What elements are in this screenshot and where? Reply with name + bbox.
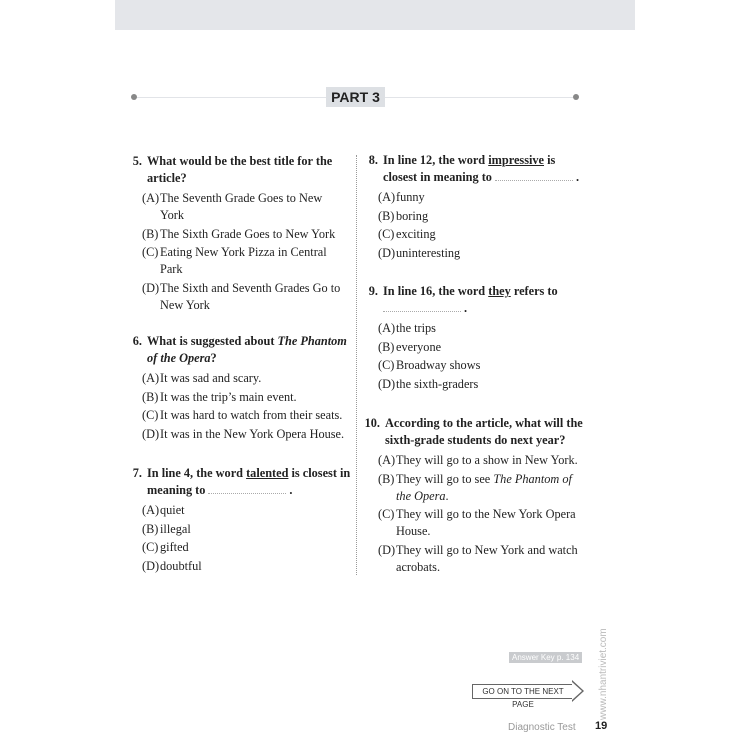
option-letter: (C) bbox=[142, 245, 159, 259]
option-letter: (D) bbox=[142, 426, 160, 441]
option[interactable] bbox=[142, 426, 350, 443]
question-number: 10. bbox=[364, 416, 380, 430]
option-text: Broadway shows bbox=[396, 358, 481, 372]
option[interactable] bbox=[142, 502, 353, 519]
option-letter: (D) bbox=[378, 542, 396, 557]
option-text: It was the trip’s main event. bbox=[160, 389, 297, 404]
option[interactable] bbox=[142, 226, 343, 243]
next-page-button[interactable]: GO ON TO THE NEXT PAGE bbox=[472, 684, 573, 699]
option[interactable] bbox=[378, 357, 589, 374]
option-letter: (C) bbox=[142, 408, 159, 422]
rule-left bbox=[137, 97, 326, 98]
website-watermark: www.nhantriviet.com bbox=[598, 628, 609, 720]
option[interactable] bbox=[142, 244, 343, 278]
option[interactable] bbox=[378, 452, 589, 469]
target-word: talented bbox=[246, 466, 289, 480]
question-number: 7. bbox=[132, 466, 142, 480]
title-italic: The Phantom of the Opera bbox=[396, 471, 572, 503]
answer-key-label: Answer Key p. 134 bbox=[509, 652, 582, 663]
question-text-part: In line 16, the word bbox=[383, 284, 489, 298]
option[interactable] bbox=[378, 189, 589, 206]
option-text: The Seventh Grade Goes to New York bbox=[160, 191, 323, 222]
option-text: The Sixth Grade Goes to New York bbox=[160, 226, 336, 241]
option[interactable] bbox=[142, 558, 353, 575]
question-text: According to the article, what will the sixth-grade students do next year? bbox=[385, 416, 583, 447]
rule-dot-right bbox=[573, 94, 579, 100]
option-text: gifted bbox=[160, 540, 189, 554]
option-text bbox=[396, 471, 589, 505]
question-text-part: is closest in meaning to bbox=[147, 466, 351, 497]
option-letter: (A) bbox=[142, 503, 160, 517]
option-letter: (B) bbox=[378, 471, 395, 486]
option-letter: (C) bbox=[142, 540, 159, 554]
option-text: The Sixth and Seventh Grades Go to New York bbox=[160, 280, 341, 312]
title-italic: The Phantom of the Opera bbox=[147, 334, 347, 365]
option-text: It was in the New York Opera House. bbox=[160, 426, 345, 441]
question-number: 8. bbox=[368, 153, 378, 167]
top-band bbox=[115, 0, 635, 30]
option[interactable] bbox=[142, 280, 343, 314]
column-divider bbox=[356, 155, 358, 575]
rule-right bbox=[385, 97, 573, 98]
option[interactable] bbox=[378, 506, 589, 540]
option[interactable] bbox=[142, 389, 350, 406]
question-text-part: In line 4, the word bbox=[147, 466, 247, 480]
option-text: everyone bbox=[396, 339, 442, 354]
question-text-part: is closest in meaning to bbox=[383, 153, 556, 184]
question-text-part: What is suggested about bbox=[147, 334, 278, 348]
option-text: the trips bbox=[396, 321, 436, 335]
page-number: 19 bbox=[595, 720, 608, 732]
option-letter: (B) bbox=[142, 521, 159, 536]
option-text: They will go to New York and watch acrobats. bbox=[396, 542, 578, 574]
answer-blank bbox=[383, 311, 461, 312]
option[interactable] bbox=[378, 542, 589, 576]
option-letter: (B) bbox=[142, 389, 159, 404]
option-letter: (C) bbox=[378, 227, 395, 241]
option-text: It was hard to watch from their seats. bbox=[160, 408, 343, 422]
option-letter: (A) bbox=[378, 321, 396, 335]
target-word: they bbox=[488, 284, 511, 298]
option-letter: (A) bbox=[378, 190, 396, 204]
question-6 bbox=[128, 333, 350, 444]
option[interactable] bbox=[378, 471, 589, 505]
question-number: 6. bbox=[132, 334, 142, 348]
option-text: Eating New York Pizza in Central Park bbox=[160, 245, 327, 276]
option-text: illegal bbox=[160, 521, 191, 536]
question-text: In line 4, the word talented is closest in meaning to . bbox=[147, 466, 351, 497]
question-9 bbox=[364, 283, 589, 394]
option-letter: (A) bbox=[378, 453, 396, 467]
target-word: impressive bbox=[488, 153, 545, 167]
option-letter: (C) bbox=[378, 507, 395, 521]
option[interactable] bbox=[378, 226, 589, 243]
option[interactable] bbox=[142, 190, 343, 224]
option-letter: (D) bbox=[142, 558, 160, 573]
answer-blank bbox=[208, 493, 286, 494]
option[interactable] bbox=[142, 521, 353, 538]
option-text: It was sad and scary. bbox=[160, 371, 262, 385]
question-number: 9. bbox=[368, 284, 378, 298]
option-letter: (D) bbox=[378, 376, 396, 391]
option-letter: (C) bbox=[378, 358, 395, 372]
question-10 bbox=[364, 415, 589, 577]
part-heading: PART 3 bbox=[326, 87, 385, 107]
option[interactable] bbox=[378, 320, 589, 337]
option-letter: (A) bbox=[142, 371, 160, 385]
option-text: exciting bbox=[396, 227, 436, 241]
question-text: In line 12, the word impressive is closest in meaning to . bbox=[383, 153, 580, 184]
option-letter: (B) bbox=[378, 208, 395, 223]
question-text: What would be the best title for the article? bbox=[147, 154, 333, 185]
question-8 bbox=[364, 152, 589, 263]
option-letter: (D) bbox=[378, 245, 396, 260]
option[interactable] bbox=[378, 339, 589, 356]
option-text: funny bbox=[396, 190, 425, 204]
option[interactable] bbox=[142, 539, 353, 556]
question-number: 5. bbox=[132, 154, 142, 168]
option-text: doubtful bbox=[160, 558, 202, 573]
arrow-right-icon-inner bbox=[572, 682, 582, 700]
question-text: In line 16, the word they refers to . bbox=[383, 284, 558, 315]
option-text: uninteresting bbox=[396, 245, 461, 260]
option[interactable] bbox=[142, 407, 350, 424]
footer-label: Diagnostic Test bbox=[508, 722, 576, 733]
question-text bbox=[142, 333, 350, 367]
question-text-part: refers to bbox=[510, 284, 558, 298]
option[interactable] bbox=[142, 370, 350, 387]
question-5 bbox=[128, 153, 343, 315]
option[interactable] bbox=[378, 208, 589, 225]
option-text: quiet bbox=[160, 503, 185, 517]
option-text: They will go to the New York Opera House. bbox=[396, 507, 576, 538]
question-text-part: In line 12, the word bbox=[383, 153, 489, 167]
option-text: They will go to a show in New York. bbox=[396, 453, 578, 467]
option-text: boring bbox=[396, 208, 429, 223]
option-letter: (A) bbox=[142, 191, 160, 205]
question-text-part: ? bbox=[210, 351, 217, 365]
option[interactable] bbox=[378, 245, 589, 262]
option-letter: (B) bbox=[378, 339, 395, 354]
option-letter: (B) bbox=[142, 226, 159, 241]
option-text-part: . bbox=[445, 488, 449, 503]
option-text: the sixth-graders bbox=[396, 376, 479, 391]
question-7 bbox=[128, 465, 353, 576]
option[interactable] bbox=[378, 376, 589, 393]
answer-blank bbox=[495, 180, 573, 181]
option-letter: (D) bbox=[142, 280, 160, 295]
option-text-part: They will go to see bbox=[396, 471, 494, 486]
